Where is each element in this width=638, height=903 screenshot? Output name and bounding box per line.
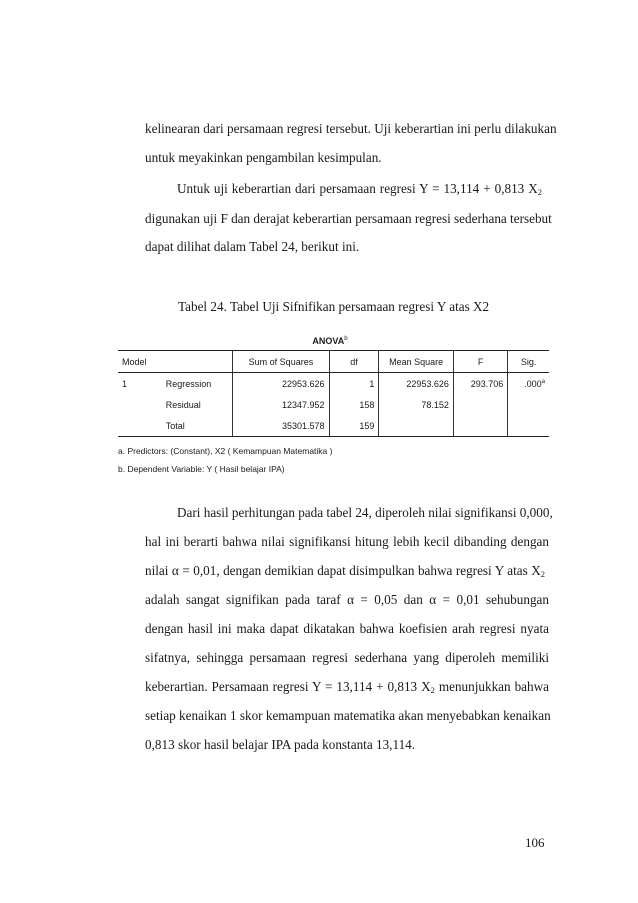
cell-label: Residual [165,399,201,410]
subscript: 2 [430,685,435,695]
cell-ms: 78.152 [379,394,453,415]
page-number: 106 [525,835,545,850]
cell-sig [508,373,549,395]
anova-title [300,336,360,346]
header-model: Model [118,351,162,373]
body-text: menunjukkan bahwa [434,679,550,694]
table-footnote-b: b. Dependent Variable: Y ( Hasil belajar IPA) [118,464,285,474]
body-text-line: sifatnya, sehingga persamaan regresi sederhana yang diperoleh memiliki [145,650,549,665]
body-text-line: 0,813 skor hasil belajar IPA pada konstanta 13,114. [145,737,416,752]
body-text-line: dapat dilihat dalam Tabel 24, berikut ini. [145,239,360,254]
cell-ss: 35301.578 [233,415,329,437]
cell-label: Regression [165,378,212,389]
header-sig: Sig. [508,351,549,373]
body-text: Untuk uji keberartian dari persamaan regresi Y = 13,114 + 0,813 X [177,181,538,196]
anova-table [118,350,549,437]
body-text-line [145,563,545,579]
cell-sig [508,415,549,437]
body-text-line: setiap kenaikan 1 skor kemampuan matematika akan menyebabkan kenaikan [145,708,551,723]
body-text: nilai α = 0,01, dengan demikian dapat disimpulkan bahwa regresi Y atas X [145,563,541,578]
body-text-line: adalah sangat signifikan pada taraf α = 0,05 dan α = 0,01 sehubungan [145,592,549,607]
body-text-line: digunakan uji F dan derajat keberartian persamaan regresi sederhana tersebut [145,211,552,226]
header-sum-of-squares: Sum of Squares [233,351,329,373]
subscript: 2 [537,187,542,197]
cell-sig [508,394,549,415]
cell-sig-value: .000 [524,378,542,389]
cell-f: 293.706 [453,373,507,395]
header-blank [162,351,233,373]
cell-label: Total [162,415,233,437]
table-header-row [118,351,549,373]
cell-model [118,394,162,415]
subscript: 2 [540,569,545,579]
cell-model [118,415,162,437]
cell-df: 159 [329,415,379,437]
cell-df: 158 [329,394,379,415]
table-row [118,394,549,415]
table-caption: Tabel 24. Tabel Uji Sifnifikan persamaan regresi Y atas X2 [178,299,490,314]
cell-model: 1 [122,378,128,389]
cell-ss: 12347.952 [233,394,329,415]
cell-f [453,415,507,437]
body-text-line: hal ini berarti bahwa nilai signifikansi hitung lebih kecil dibanding dengan [145,534,549,549]
cell-sig-sup: a [541,378,545,385]
body-text-line: untuk meyakinkan pengambilan kesimpulan. [145,150,382,165]
table-footnote-a: a. Predictors: (Constant), X2 ( Kemampuan Matematika ) [118,446,333,456]
body-text-line: dengan hasil ini maka dapat dikatakan bahwa koefisien arah regresi nyata [145,621,549,636]
header-mean-square: Mean Square [379,351,453,373]
body-text: keberartian. Persamaan regresi Y = 13,114 + 0,813 X [145,679,431,694]
cell-df: 1 [329,373,379,395]
body-text-line: kelinearan dari persamaan regresi tersebut. Uji keberartian ini perlu dilakukan [145,121,557,136]
body-text-line [145,679,549,695]
body-text-line: Dari hasil perhitungan pada tabel 24, diperoleh nilai signifikansi 0,000, [177,505,553,520]
table-row [118,415,549,437]
table-row [118,373,549,395]
body-text-line [177,181,542,197]
anova-title-text: ANOVA [312,336,345,346]
cell-f [453,394,507,415]
header-f: F [453,351,507,373]
header-df: df [329,351,379,373]
cell-ss: 22953.626 [233,373,329,395]
cell-ms [379,415,453,437]
anova-title-sup: b [344,336,348,342]
cell-ms: 22953.626 [379,373,453,395]
